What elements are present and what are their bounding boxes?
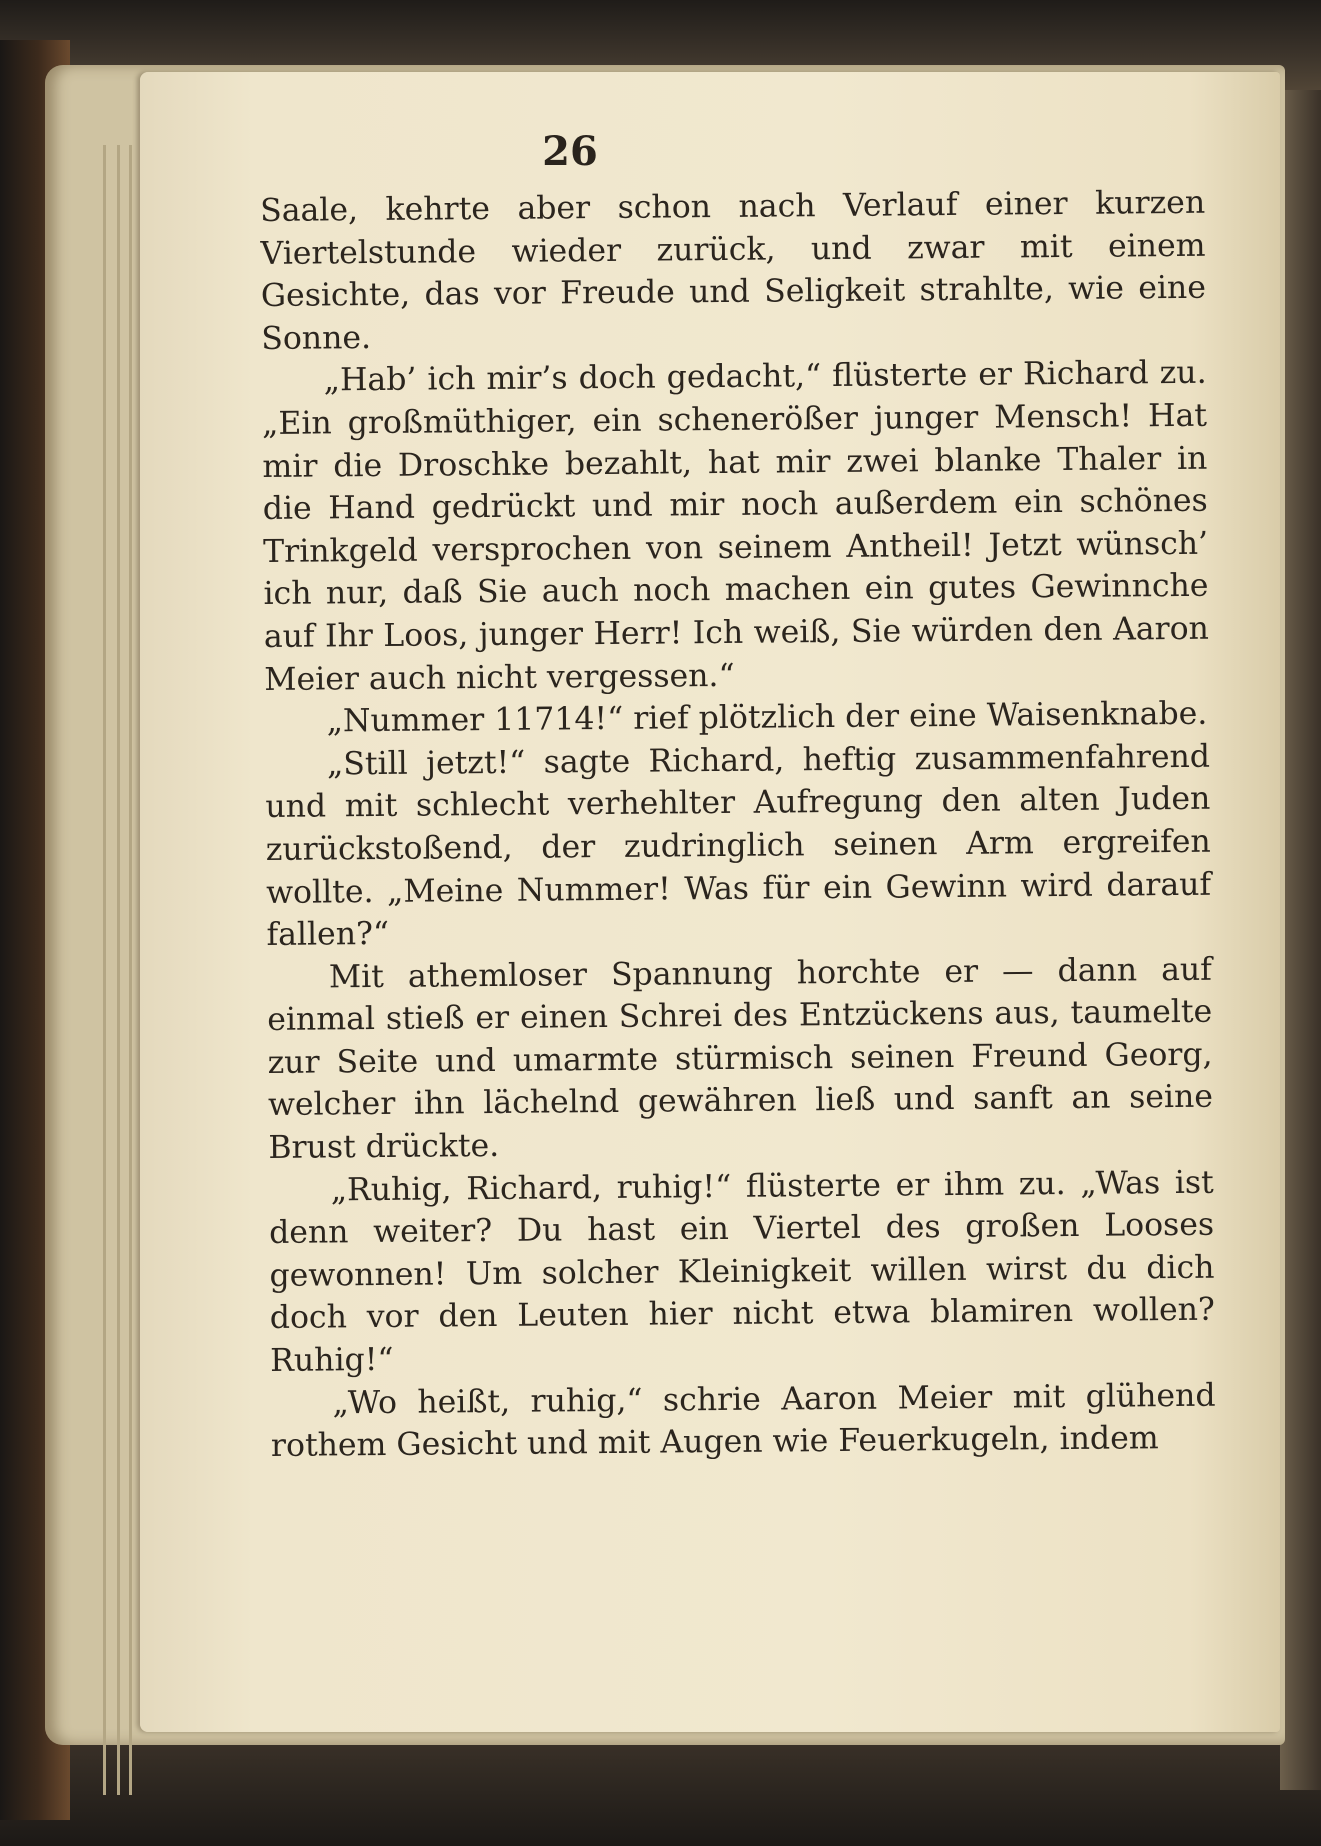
paragraph: „Nummer 11714!“ rief plötzlich der eine Waisenknabe. <box>326 695 1208 740</box>
book-cover-right <box>1280 90 1321 1790</box>
paragraph: „Wo heißt, ruhig,“ schrie Aaron Meier mit glühend rothem Gesicht und mit Augen wie Feuerkugeln, indem <box>270 1377 1216 1465</box>
body-text <box>260 182 1216 1468</box>
paragraph: „Ruhig, Richard, ruhig!“ flüsterte er ihm zu. „Was ist denn weiter? Du hast ein Viertel des großen Looses gewonnen! Um solcher Kleinigkeit willen wirst du dich doch vor den Leuten hier nicht etwa blamiren wollen? Ruhig!“ <box>268 1164 1215 1379</box>
paragraph: Saale, kehrte aber schon nach Verlauf einer kurzen Viertelstunde wieder zurück, und zwar mit einem Gesichte, das vor Freude und Seligkeit strahlte, wie eine Sonne. <box>260 184 1207 357</box>
paragraph: Mit athemloser Spannung horchte er — dann auf einmal stieß er einen Schrei des Entzückens aus, taumelte zur Seite und umarmte stürmisch seinen Freund Georg, welcher ihn lächelnd gewähren ließ und sanft an seine Brust drückte. <box>267 951 1214 1167</box>
page-edge-line <box>129 145 132 1795</box>
paragraph: „Hab’ ich mir’s doch gedacht,“ flüsterte er Richard zu. „Ein großmüthiger, ein schenerößer junger Mensch! Hat mir die Droschke bezahlt, hat mir zwei blanke Thaler in die Hand gedrückt und mir noch außerdem ein schönes Trinkgeld versprochen von seinem Antheil! Jetzt wünsch’ ich nur, daß Sie auch noch machen ein gutes Gewinnche auf Ihr Loos, junger Herr! Ich weiß, Sie würden den Aaron Meier auch nicht vergessen.“ <box>261 355 1210 698</box>
paragraph: „Still jetzt!“ sagte Richard, heftig zusammenfahrend und mit schlecht verhehlter Aufregung den alten Juden zurückstoßend, der zudringlich seinen Arm ergreifen wollte. „Meine Nummer! Was für ein Gewinn wird darauf fallen?“ <box>265 738 1212 954</box>
table-background-bottom <box>0 1740 1321 1846</box>
page-edge-line <box>103 145 106 1795</box>
page-edge-line <box>117 145 120 1795</box>
page-number: 26 <box>542 128 598 175</box>
